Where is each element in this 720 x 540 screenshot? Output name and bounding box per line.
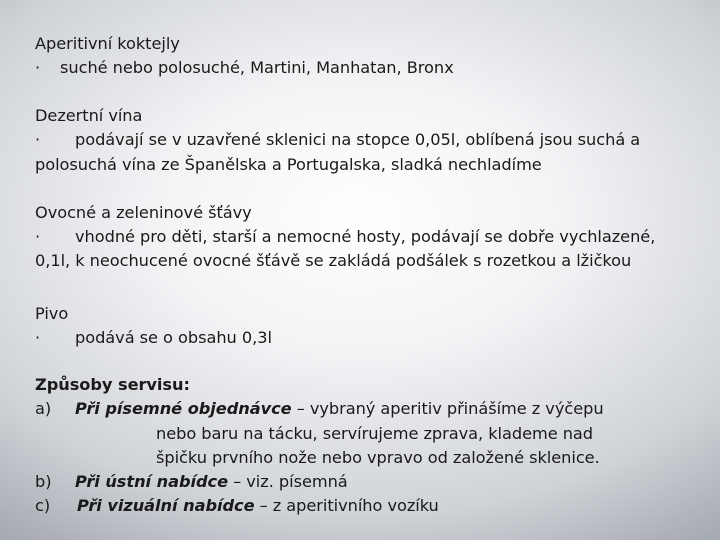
bullet-continuation: polosuchá vína ze Španělska a Portugalska, sladká nechladíme (35, 155, 542, 174)
bullet-text: podávají se v uzavřené sklenici na stopce 0,05l, oblíbená jsou suchá a (75, 130, 641, 149)
bullet-text: podává se o obsahu 0,3l (75, 328, 272, 347)
bullet-dot: · (35, 130, 41, 149)
item-rest: – vybraný aperitiv přinášíme z výčepu (291, 399, 604, 418)
item-letter: c) (35, 496, 51, 515)
bullet-continuation: 0,1l, k neochucené ovocné šťávě se zakládá podšálek s rozetkou a lžičkou (35, 251, 632, 270)
item-label: Při ústní nabídce (75, 472, 229, 491)
bullet-dot: · (35, 328, 41, 347)
item-letter: b) (35, 472, 52, 491)
section-title-dezertni-vina: Dezertní vína (35, 106, 143, 125)
bullet-dot: · (35, 227, 41, 246)
item-label: Při vizuální nabídce (77, 496, 255, 515)
servis-item-a-cont2: špičku prvního nože nebo vpravo od založené sklenice. (156, 448, 600, 467)
item-label: Při písemné objednávce (75, 399, 292, 418)
section-title-ovocne-stavy: Ovocné a zeleninové šťávy (35, 203, 252, 222)
section-title-pivo: Pivo (35, 304, 69, 323)
servis-item-a-cont1: nebo baru na tácku, servírujeme zprava, klademe nad (156, 424, 594, 443)
bullet-text: suché nebo polosuché, Martini, Manhatan, Bronx (60, 58, 454, 77)
item-rest: – viz. písemná (228, 472, 348, 491)
bullet-dot: · (35, 58, 41, 77)
item-letter: a) (35, 399, 52, 418)
item-rest: – z aperitivního vozíku (254, 496, 439, 515)
bullet-text: vhodné pro děti, starší a nemocné hosty, podávají se dobře vychlazené, (75, 227, 656, 246)
section-title-aperitivni-koktejly: Aperitivní koktejly (35, 34, 180, 53)
servis-heading: Způsoby servisu: (35, 375, 190, 394)
